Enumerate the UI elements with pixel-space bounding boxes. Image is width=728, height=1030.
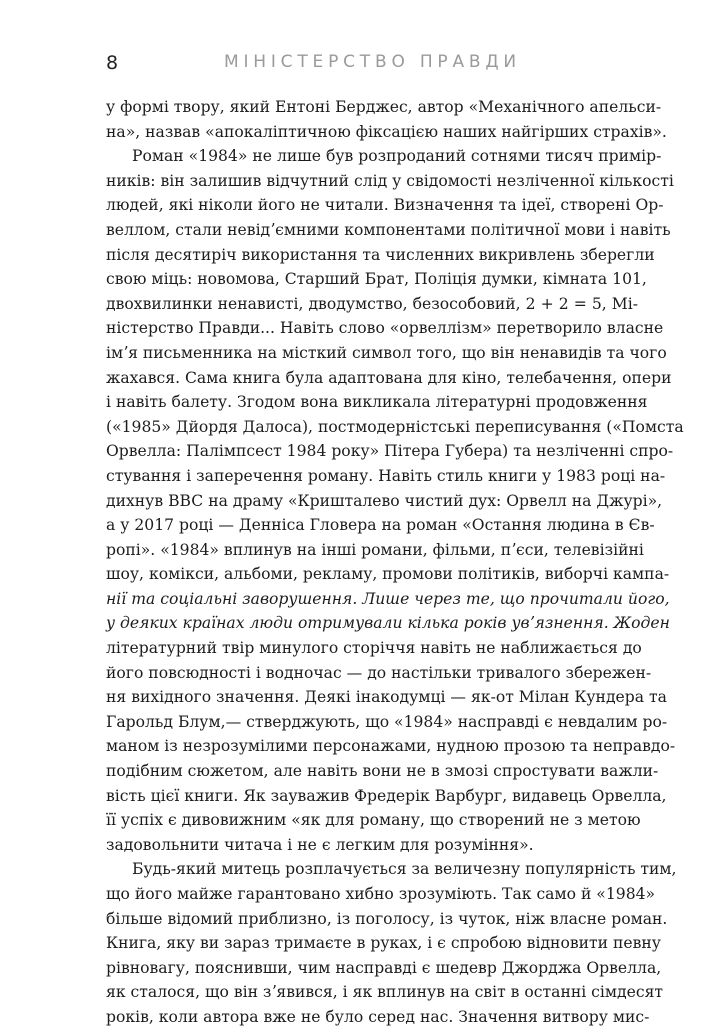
text-line: ропі». «1984» вплинув на інші романи, фільми, пʼєси, телевізійні	[106, 540, 644, 559]
text-line: свою міць: новомова, Старший Брат, Поліція думки, кімната 101,	[106, 270, 647, 289]
text-line: («1985» Дйордя Далоса), постмодерністські переписування («Помста	[106, 417, 684, 436]
text-line: двохвилинки ненависті, дводумство, безособовий, 2 + 2 = 5, Мі-	[106, 294, 638, 313]
text-line: Будь-який митець розплачується за величезну популярність тим,	[132, 860, 677, 879]
paragraph	[106, 857, 677, 1029]
text-line: рівновагу, пояснивши, чим насправді є шедевр Джорджа Орвелла,	[106, 958, 662, 977]
text-line: років, коли автора вже не було серед нас. Значення витвору мис-	[106, 1007, 650, 1026]
text-line: Роман «1984» не лише був розпроданий сотнями тисяч примір-	[132, 147, 662, 166]
text-line: людей, які ніколи його не читали. Визначення та ідеї, створені Ор-	[106, 196, 664, 215]
body-text	[106, 95, 684, 1030]
text-line: більше відомий приблизно, із поголосу, із чуток, ніж власне роман.	[106, 909, 668, 928]
text-line: Орвелла: Палімпсест 1984 року» Пітера Губера) та незліченні спро-	[106, 442, 674, 461]
text-line: і навіть балету. Згодом вона викликала літературні продовження	[106, 393, 648, 412]
text-line: його повсюдності і водночас — до настільки тривалого збережен-	[106, 663, 652, 682]
text-line: літературний твір минулого сторіччя навіть не наближається до	[106, 639, 642, 658]
text-line: нії та соціальні заворушення. Лише через те, що прочитали його,	[106, 589, 670, 608]
text-line: задовольнити читача і не є легким для розуміння».	[106, 835, 534, 854]
text-line: після десятиріч використання та численних викривлень зберегли	[106, 245, 655, 264]
paragraph	[106, 95, 667, 144]
text-line: а у 2017 році — Денніса Гловера на роман «Остання людина в Єв-	[106, 516, 655, 535]
text-line: дихнув BBC на драму «Кришталево чистий дух: Орвелл на Джурі»,	[106, 491, 663, 510]
text-line: у формі твору, який Ентоні Берджес, автор «Механічного апельси-	[106, 98, 662, 116]
text-line: жахався. Сама книга була адаптована для кіно, телебачення, опери	[106, 368, 672, 387]
text-line: що його майже гарантовано хибно зрозуміють. Так само й «1984»	[106, 885, 656, 903]
text-line: подібним сюжетом, але навіть вони не в змозі спростувати важли-	[106, 762, 659, 781]
text-line: шоу, комікси, альбоми, рекламу, промови політиків, виборчі кампа-	[106, 565, 670, 584]
text-line: вість цієї книги. Як зауважив Фредерік Варбург, видавець Орвелла,	[106, 786, 667, 805]
text-line: як сталося, що він зʼявився, і як вплинув на світ в останні сімдесят	[106, 983, 664, 1002]
text-line: маном із незрозумілими персонажами, нудною прозою та неправдо-	[106, 737, 676, 756]
text-line: імʼя письменника на місткий символ того, що він ненавидів та чого	[106, 343, 667, 362]
text-line: ників: він залишив відчутний слід у свідомості незліченної кількості	[106, 171, 674, 190]
text-line: ністерство Правди... Навіть слово «орвеллізм» перетворило власне	[106, 319, 664, 338]
text-line: ня вихідного значення. Деякі інакодумці — як-от Мілан Кундера та	[106, 688, 667, 707]
text-line: стування і заперечення роману. Навіть стиль книги у 1983 році на-	[106, 466, 666, 485]
text-line: її успіх є дивовижним «як для роману, що створений не з метою	[106, 811, 641, 830]
text-line: Книга, яку ви зараз тримаєте в руках, і є спробою відновити певну	[106, 934, 661, 953]
text-line: на», назвав «апокаліптичною фіксацією наших найгірших страхів».	[106, 122, 667, 141]
paragraph	[106, 144, 684, 857]
page-header	[106, 50, 646, 80]
text-line: веллом, стали невідʼємними компонентами політичної мови і навіть	[106, 220, 671, 239]
text-line: у деяких країнах люди отримували кілька років увʼязнення. Жоден	[106, 614, 670, 633]
running-title: МІНІСТЕРСТВО ПРАВДИ	[224, 52, 521, 72]
text-line: Гарольд Блум,— стверджують, що «1984» насправді є невдалим ро-	[106, 712, 668, 731]
page-number: 8	[106, 52, 119, 74]
